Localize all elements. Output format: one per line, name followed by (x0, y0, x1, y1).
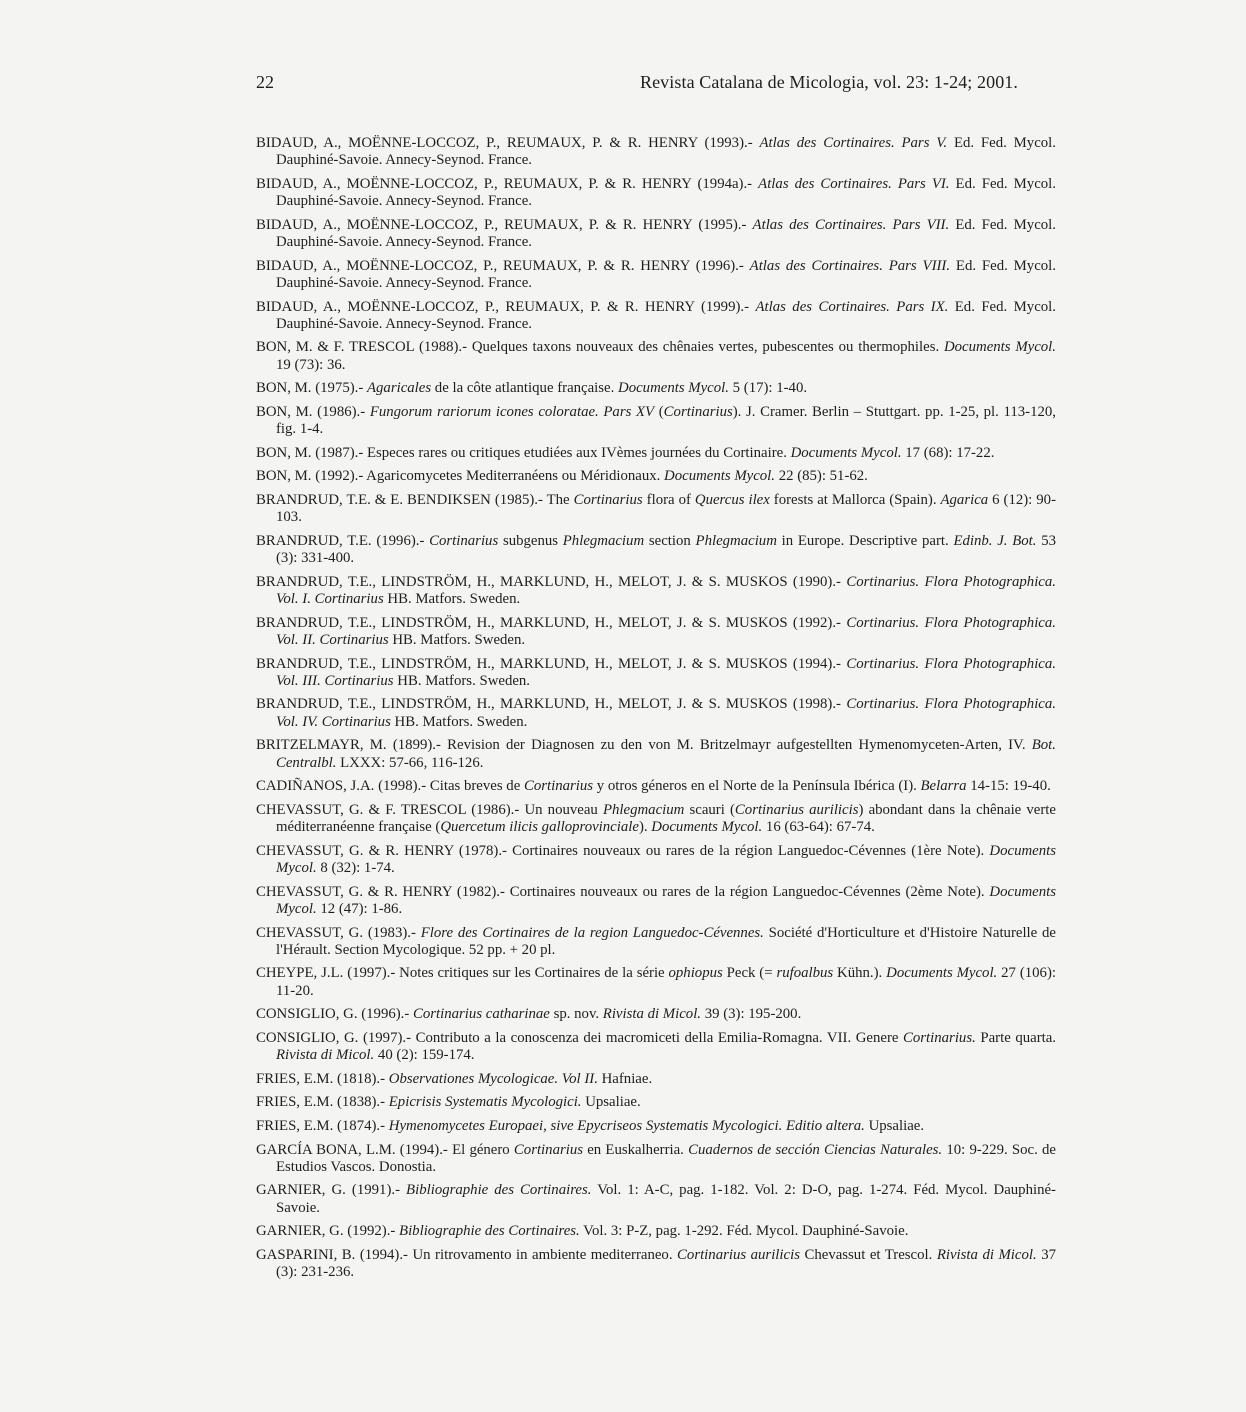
reference-text: Ed. Fed. Mycol. Dauphiné-Savoie. Annecy-Seynod. France. (276, 298, 1056, 332)
reference-italic-text: Rivista di Micol. (936, 1246, 1037, 1263)
reference-italic-text: Documents Mycol. (276, 842, 1056, 877)
page-header (256, 72, 1018, 98)
reference-italic-text: Documents Mycol. (276, 883, 1056, 917)
reference-text: HB. Matfors. Sweden. (390, 713, 528, 730)
reference-entry (256, 339, 1056, 374)
reference-italic-text: Cortinarius. (903, 1029, 976, 1046)
reference-italic-text: Atlas des Cortinaires. Pars VI. (758, 175, 950, 192)
reference-italic-text: Documents Mycol. (664, 468, 775, 485)
reference-text: BRITZELMAYR, M. (1899).- Revision der Diagnosen zu den von M. Britzelmayr aufgestellten Hymenomyceten-Arten, IV. (256, 737, 1032, 754)
reference-entry (256, 1094, 1056, 1111)
reference-italic-text: Cuadernos de sección Ciencias Naturales. (688, 1141, 943, 1158)
reference-italic-text: Observationes Mycologicae. Vol II. (388, 1070, 598, 1087)
reference-entry (256, 176, 1056, 211)
reference-entry (256, 258, 1056, 293)
reference-text: 5 (17): 1-40. (728, 380, 808, 397)
reference-entry (256, 217, 1056, 252)
reference-text: GASPARINI, B. (1994).- Un ritrovamento in ambiente mediterraneo. (256, 1246, 678, 1263)
reference-text: de la côte atlantique française. (431, 380, 619, 397)
reference-italic-text: Cortinarius. Flora Photographica. Vol. II. Cortinarius (276, 614, 1056, 648)
reference-entry (256, 1247, 1056, 1282)
reference-text: y otros géneros en el Norte de la Península Ibérica (I). (593, 778, 921, 795)
reference-text: 8 (32): 1-74. (316, 860, 395, 877)
reference-italic-text: Documents Mycol. (651, 819, 763, 836)
reference-entry (256, 1182, 1056, 1217)
reference-entry (256, 656, 1056, 691)
reference-text: BIDAUD, A., MOËNNE-LOCCOZ, P., REUMAUX, P. & R. HENRY (1994a).- (256, 175, 759, 192)
reference-italic-text: Documents Mycol. (943, 339, 1056, 356)
reference-text: CHEYPE, J.L. (1997).- Notes critiques sur les Cortinaires de la série (256, 965, 669, 982)
reference-text: BRANDRUD, T.E. & E. BENDIKSEN (1985).- The (256, 492, 574, 509)
reference-entry (256, 492, 1056, 527)
reference-text: BON, M. (1986).- (256, 403, 370, 420)
reference-text: 22 (85): 51-62. (775, 468, 868, 485)
reference-entry (256, 802, 1056, 837)
reference-text: FRIES, E.M. (1838).- (256, 1094, 389, 1111)
reference-text: BRANDRUD, T.E. (1996).- (256, 532, 430, 549)
reference-entry (256, 1030, 1056, 1065)
reference-italic-text: Hymenomycetes Europaei, sive Epycriseos Systematis Mycologici. Editio altera. (388, 1117, 865, 1134)
reference-text: 10: 9-229. Soc. de Estudios Vascos. Donostia. (276, 1141, 1056, 1175)
reference-italic-text: Bibliographie des Cortinaires. (406, 1182, 592, 1199)
reference-italic-text: Flore des Cortinaires de la region Languedoc-Cévennes. (420, 924, 764, 941)
reference-text: 53 (3): 331-400. (276, 532, 1057, 567)
reference-italic-text: Atlas des Cortinaires. Pars IX. (755, 298, 949, 315)
reference-entry (256, 696, 1056, 731)
reference-text: ). (638, 819, 652, 836)
reference-text: CONSIGLIO, G. (1997).- Contributo a la conoscenza dei macromiceti della Emilia-Romagna. VII. Genere (256, 1029, 904, 1046)
reference-text: BIDAUD, A., MOËNNE-LOCCOZ, P., REUMAUX, P. & R. HENRY (1999).- (256, 298, 756, 315)
reference-text: Ed. Fed. Mycol. Dauphiné-Savoie. Annecy-Seynod. France. (276, 257, 1056, 291)
reference-text: flora of (642, 492, 695, 509)
reference-entry (256, 1071, 1056, 1088)
reference-text: ) abondant dans la chênaie verte méditerranéenne française ( (276, 801, 1056, 836)
reference-entry (256, 1223, 1056, 1240)
reference-italic-text: Cortinarius (429, 532, 499, 549)
reference-italic-text: Phlegmacium (602, 801, 685, 818)
reference-italic-text: Cortinarius. Flora Photographica. Vol. I. Cortinarius (276, 573, 1056, 608)
reference-text: subgenus (498, 532, 563, 549)
reference-italic-text: Belarra (920, 778, 967, 795)
reference-italic-text: Cortinarius (573, 492, 643, 509)
reference-entry (256, 1006, 1056, 1023)
reference-italic-text: Agaricales (366, 380, 432, 397)
reference-text: LXXX: 57-66, 116-126. (336, 754, 484, 771)
reference-text: Chevassut et Trescol. (799, 1246, 937, 1263)
reference-italic-text: Quercetum ilicis galloprovinciale (440, 819, 639, 836)
reference-text: section (644, 532, 696, 549)
reference-text: HB. Matfors. Sweden. (388, 631, 526, 648)
reference-text: Peck (= (722, 965, 777, 982)
reference-text: Ed. Fed. Mycol. Dauphiné-Savoie. Annecy-Seynod. France. (276, 135, 1056, 169)
reference-entry (256, 884, 1056, 919)
reference-text: scauri ( (684, 801, 735, 818)
reference-text: CHEVASSUT, G. & R. HENRY (1982).- Cortinaires nouveaux ou rares de la région Languedoc-Cévennes (2ème Note). (256, 883, 990, 900)
reference-text: Ed. Fed. Mycol. Dauphiné-Savoie. Annecy-Seynod. France. (276, 175, 1056, 210)
reference-text: BRANDRUD, T.E., LINDSTRÖM, H., MARKLUND, H., MELOT, J. & S. MUSKOS (1992).- (256, 614, 847, 631)
reference-text: FRIES, E.M. (1874).- (256, 1117, 389, 1134)
reference-italic-text: Bibliographie des Cortinaires. (399, 1223, 580, 1240)
reference-text: CADIÑANOS, J.A. (1998).- Citas breves de (256, 778, 524, 795)
reference-italic-text: Cortinarius (663, 403, 733, 420)
reference-italic-text: Fungorum rariorum icones coloratae. Pars XV (369, 403, 655, 420)
reference-text: 14-15: 19-40. (966, 778, 1051, 795)
reference-entry (256, 299, 1056, 334)
reference-text: Hafniae. (597, 1070, 653, 1087)
reference-italic-text: Cortinarius (523, 778, 594, 795)
reference-entry (256, 965, 1056, 1000)
reference-italic-text: Rivista di Micol. (602, 1006, 701, 1023)
page-number: 22 (256, 72, 274, 92)
reference-text: 37 (3): 231-236. (276, 1246, 1056, 1281)
reference-text: FRIES, E.M. (1818).- (256, 1070, 389, 1087)
reference-text: BON, M. (1992).- Agaricomycetes Mediterranéens ou Méridionaux. (256, 468, 665, 485)
reference-italic-text: rufoalbus (776, 965, 834, 982)
reference-text: BRANDRUD, T.E., LINDSTRÖM, H., MARKLUND, H., MELOT, J. & S. MUSKOS (1998).- (256, 696, 847, 713)
reference-text: BON, M. (1987).- Especes rares ou critiques etudiées aux IVèmes journées du Cortinaire. (256, 444, 791, 461)
reference-text: GARCÍA BONA, L.M. (1994).- El género (256, 1141, 514, 1158)
reference-text: in Europe. Descriptive part. (776, 532, 954, 549)
reference-italic-text: Agarica (940, 492, 989, 509)
reference-italic-text: Phlegmacium (695, 532, 777, 549)
reference-text: BIDAUD, A., MOËNNE-LOCCOZ, P., REUMAUX, P. & R. HENRY (1996).- (256, 257, 750, 274)
reference-entry (256, 468, 1056, 485)
reference-list (256, 135, 1056, 1288)
reference-entry (256, 1142, 1056, 1177)
reference-italic-text: Quercus ilex (694, 492, 770, 509)
running-title: Revista Catalana de Micologia, vol. 23: 1-24; 2001. (639, 72, 1018, 92)
reference-text: Ed. Fed. Mycol. Dauphiné-Savoie. Annecy-Seynod. France. (276, 216, 1056, 251)
reference-text: 6 (12): 90-103. (276, 492, 1056, 526)
reference-text: Vol. 3: P-Z, pag. 1-292. Féd. Mycol. Dauphiné-Savoie. (579, 1223, 909, 1240)
reference-entry (256, 925, 1056, 960)
reference-italic-text: Documents Mycol. (790, 444, 902, 461)
reference-italic-text: Cortinarius. Flora Photographica. Vol. IV. Cortinarius (276, 696, 1056, 730)
reference-italic-text: Atlas des Cortinaires. Pars VIII. (749, 257, 951, 274)
reference-text: 39 (3): 195-200. (701, 1006, 802, 1023)
reference-italic-text: Documents Mycol. (886, 965, 998, 982)
reference-entry (256, 574, 1056, 609)
reference-text: BIDAUD, A., MOËNNE-LOCCOZ, P., REUMAUX, P. & R. HENRY (1995).- (256, 216, 753, 233)
reference-entry (256, 135, 1056, 170)
reference-text: 16 (63-64): 67-74. (762, 819, 875, 836)
reference-text: 40 (2): 159-174. (374, 1047, 475, 1064)
reference-text: Upsaliae. (864, 1117, 925, 1134)
reference-text: en Euskalherria. (583, 1141, 689, 1158)
reference-italic-text: ophiopus (668, 965, 723, 982)
reference-italic-text: Cortinarius aurilicis (734, 801, 859, 818)
reference-italic-text: Rivista di Micol. (276, 1047, 375, 1064)
reference-italic-text: Cortinarius (513, 1141, 583, 1158)
reference-text: HB. Matfors. Sweden. (383, 591, 521, 608)
reference-text: GARNIER, G. (1992).- (256, 1223, 400, 1240)
reference-text: HB. Matfors. Sweden. (393, 672, 531, 689)
reference-text: sp. nov. (549, 1006, 603, 1023)
reference-entry (256, 380, 1056, 397)
reference-italic-text: Cortinarius. Flora Photographica. Vol. III. Cortinarius (276, 655, 1056, 689)
reference-text: 12 (47): 1-86. (316, 900, 403, 917)
reference-italic-text: Edinb. J. Bot. (953, 532, 1037, 549)
reference-italic-text: Documents Mycol. (618, 380, 729, 397)
reference-entry (256, 445, 1056, 462)
reference-italic-text: Epicrisis Systematis Mycologici. (388, 1094, 582, 1111)
reference-text: forests at Mallorca (Spain). (769, 492, 941, 509)
reference-text: BON, M. & F. TRESCOL (1988).- Quelques taxons nouveaux des chênaies vertes, pubescentes ou thermophiles. (256, 339, 944, 356)
reference-text: CHEVASSUT, G. & F. TRESCOL (1986).- Un nouveau (256, 801, 603, 818)
reference-italic-text: Atlas des Cortinaires. Pars VII. (752, 216, 950, 233)
reference-italic-text: Bot. Centralbl. (276, 737, 1056, 771)
reference-text: 17 (68): 17-22. (901, 444, 995, 461)
reference-text: ). J. Cramer. Berlin – Stuttgart. pp. 1-25, pl. 113-120, fig. 1-4. (276, 403, 1056, 438)
reference-text: Kühn.). (833, 965, 887, 982)
reference-italic-text: Cortinarius aurilicis (677, 1246, 800, 1263)
reference-text: Société d'Horticulture et d'Histoire Naturelle de l'Hérault. Section Mycologique. 52 pp. + 20 pl. (276, 924, 1056, 958)
reference-entry (256, 533, 1056, 568)
reference-entry (256, 404, 1056, 439)
reference-text: BIDAUD, A., MOËNNE-LOCCOZ, P., REUMAUX, P. & R. HENRY (1993).- (256, 135, 760, 151)
reference-entry (256, 615, 1056, 650)
reference-text: CHEVASSUT, G. & R. HENRY (1978).- Cortinaires nouveaux ou rares de la région Languedoc-Cévennes (1ère Note). (256, 842, 990, 859)
reference-entry (256, 737, 1056, 772)
reference-text: CHEVASSUT, G. (1983).- (256, 924, 421, 941)
reference-italic-text: Atlas des Cortinaires. Pars V. (759, 135, 948, 151)
reference-text: CONSIGLIO, G. (1996).- (256, 1006, 413, 1023)
reference-text: Upsaliae. (581, 1094, 641, 1111)
reference-text: BRANDRUD, T.E., LINDSTRÖM, H., MARKLUND, H., MELOT, J. & S. MUSKOS (1990).- (256, 573, 847, 590)
reference-text: ( (654, 403, 664, 420)
reference-text: BON, M. (1975).- (256, 380, 367, 397)
reference-entry (256, 1118, 1056, 1135)
reference-text: GARNIER, G. (1991).- (256, 1182, 407, 1199)
reference-italic-text: Phlegmacium (562, 532, 645, 549)
reference-text: 19 (73): 36. (276, 356, 346, 373)
reference-text: Vol. 1: A-C, pag. 1-182. Vol. 2: D-O, pag. 1-274. Féd. Mycol. Dauphiné-Savoie. (276, 1182, 1056, 1216)
reference-text: Parte quarta. (975, 1029, 1056, 1046)
reference-entry (256, 843, 1056, 878)
reference-text: 27 (106): 11-20. (276, 965, 1056, 999)
reference-entry (256, 778, 1056, 795)
reference-italic-text: Cortinarius catharinae (413, 1006, 550, 1023)
reference-text: BRANDRUD, T.E., LINDSTRÖM, H., MARKLUND, H., MELOT, J. & S. MUSKOS (1994).- (256, 655, 847, 672)
